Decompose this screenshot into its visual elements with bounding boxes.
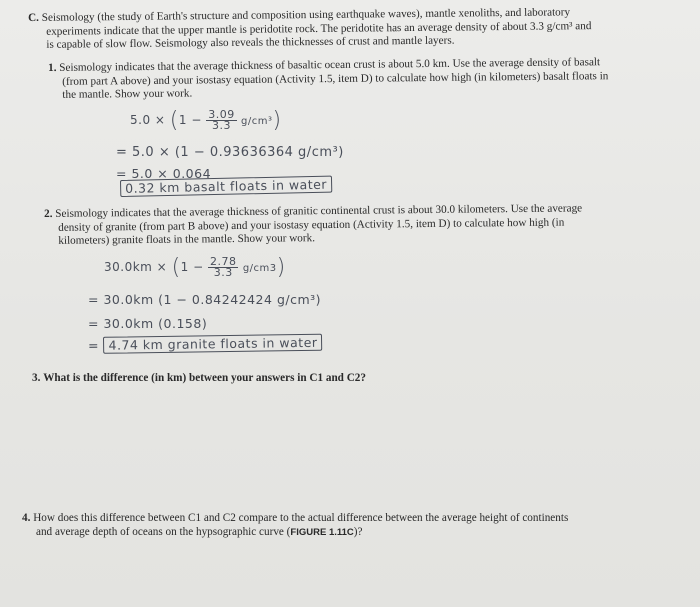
question-3-text: What is the difference (in km) between your answers in C1 and C2? [43,372,366,384]
section-c-line-2: experiments indicate that the upper mantle is peridotite rock. The peridotite has an average density of about 3.3 g/cm³ and [46,19,592,38]
question-3-number: 3. [32,372,41,384]
question-2 [44,201,684,248]
question-4-figure-ref: FIGURE 1.11C [290,526,354,538]
q2-unit: g/cm3 [242,263,277,274]
question-4 [22,512,692,539]
q1-answer-box [120,177,332,196]
section-c-label: C. [28,11,40,24]
q1-fraction [206,110,237,131]
q2-numerator: 2.78 [209,255,237,268]
question-2-line-1: Seismology indicates that the average thickness of granitic continental crust is about 30.0 kilometers. Use the average [55,202,583,220]
q1-work-lead: 5.0 × [130,113,166,127]
section-c-line-3: is capable of slow flow. Seismology also reveals the thicknesses of crust and mantle layers. [46,34,455,51]
q2-work-lead: 30.0km × [104,260,168,274]
q1-work-line-3: = 5.0 × 0.064 [116,166,212,181]
q1-work-line-2: = 5.0 × (1 − 0.93636364 g/cm³) [116,145,344,160]
q1-denominator: 3.3 [211,119,231,132]
question-1 [48,55,688,102]
q1-numerator: 3.09 [208,108,235,121]
question-2-line-3: kilometers) granite floats in the mantle. Show your work. [58,232,316,247]
q2-work-line-1: 30.0km × (1 − $\frac{2.78}{3.3}$ g/cm3) [104,255,286,280]
question-4-line-2: and average depth of oceans on the hypsographic curve ( [36,525,291,538]
q2-answer-box: = 4.74 km granite floats in water [88,335,323,353]
q2-fraction [208,257,239,278]
section-c-line-1: Seismology (the study of Earth's structure and composition using earthquake waves), mantle xenoliths, and laboratory [41,6,571,24]
question-2-line-2: density of granite (from part B above) and your isostasy equation (Activity 1.5, item D) to calculate how high (in [58,216,565,234]
question-4-number: 4. [22,512,31,524]
q2-denominator: 3.3 [213,266,233,279]
q1-unit: g/cm³ [241,116,273,127]
question-1-line-3: the mantle. Show your work. [62,87,193,101]
question-1-number: 1. [48,61,57,74]
q1-work-line-1: 5.0 × (1 − $\frac{3.09}{3.3}$ g/cm³) [130,108,282,133]
q2-work-line-2: = 30.0km (1 − 0.84242424 g/cm³) [88,292,322,307]
question-1-line-2: (from part A above) and your isostasy equation (Activity 1.5, item D) to calculate how high (in kilometers) basalt floats in [62,69,609,88]
q2-answer: 4.74 km granite floats in water [103,334,322,354]
q1-answer: 0.32 km basalt floats in water [120,176,332,197]
q2-work-line-3: = 30.0km (0.158) [88,316,208,331]
section-c-intro [28,5,688,52]
question-4-line-2-end: )? [353,525,363,538]
question-4-line-1: How does this difference between C1 and C2 compare to the actual difference between the average height of continents [33,512,569,524]
question-3 [32,372,366,386]
question-2-number: 2. [44,207,53,220]
question-1-line-1: Seismology indicates that the average thickness of basaltic ocean crust is about 5.0 km. Use the average density of basalt [59,56,601,74]
